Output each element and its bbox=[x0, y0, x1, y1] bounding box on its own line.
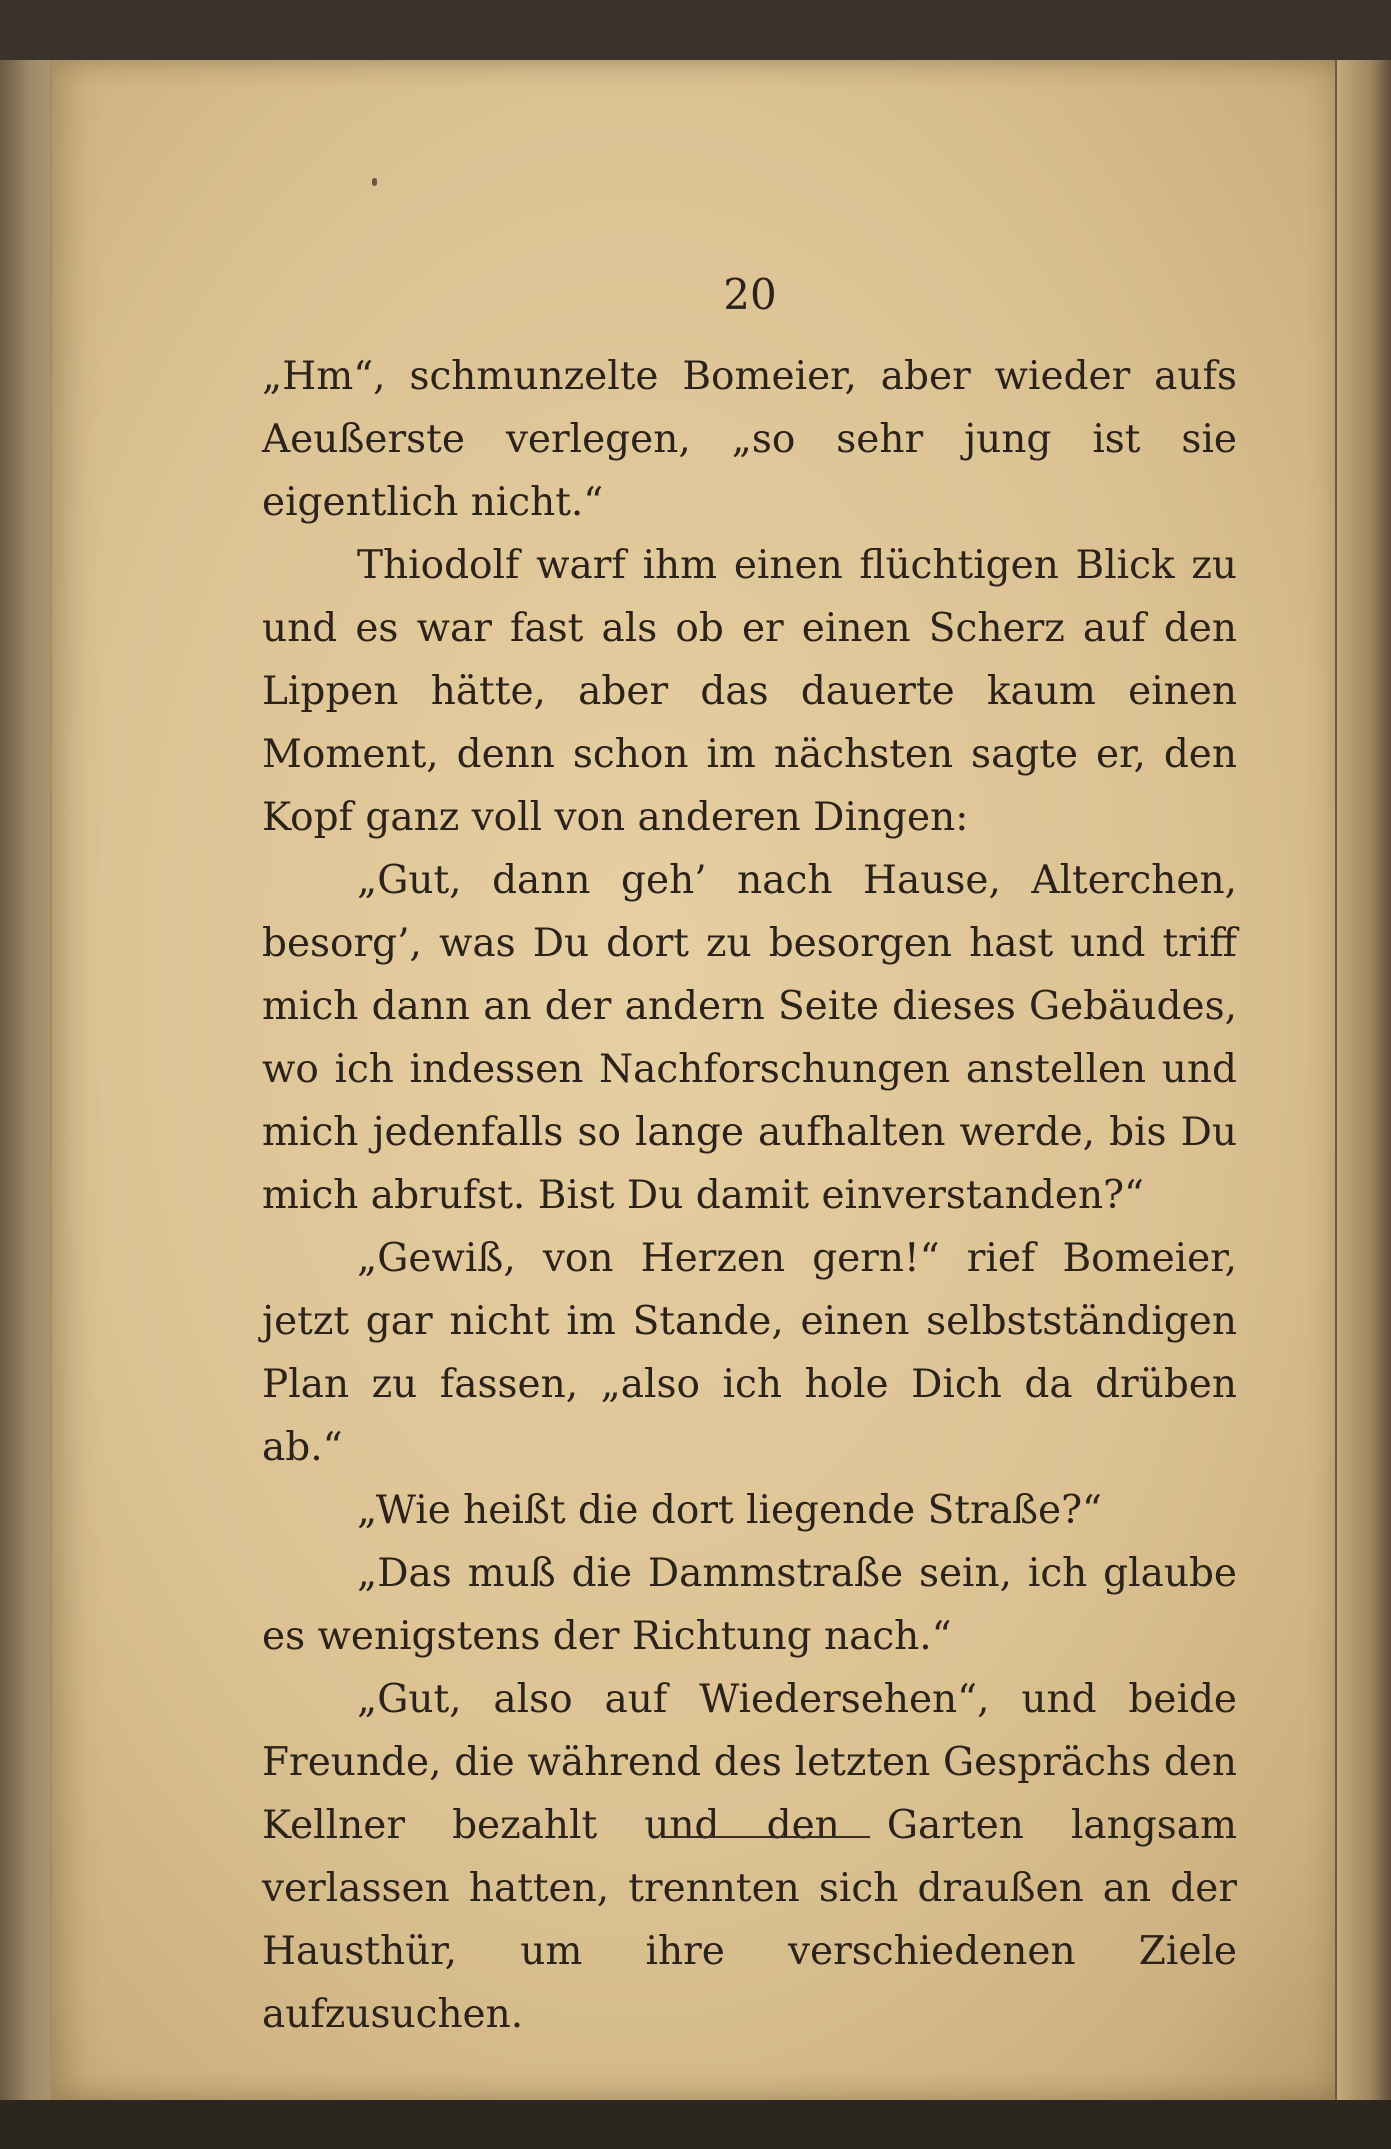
body-text bbox=[262, 345, 1237, 2046]
section-divider-rule bbox=[665, 1836, 870, 1838]
paragraph: „Hm“, schmunzelte Bomeier, aber wieder aufs Aeußerste verlegen, „so sehr jung ist sie eigentlich nicht.“ bbox=[262, 354, 1237, 525]
paragraph: Thiodolf warf ihm einen flüchtigen Blick zu und es war fast als ob er einen Scherz auf den Lippen hätte, aber das dauerte kaum einen Moment, denn schon im nächsten sagte er, den Kopf ganz voll von anderen Dingen: bbox=[262, 543, 1237, 840]
page-stack-edge bbox=[1335, 60, 1391, 2100]
paragraph: „Gewiß, von Herzen gern!“ rief Bomeier, jetzt gar nicht im Stande, einen selbstständigen Plan zu fassen, „also ich hole Dich da drüben ab.“ bbox=[262, 1236, 1237, 1470]
paragraph: „Gut, also auf Wiedersehen“, und beide Freunde, die während des letzten Gesprächs den Kellner bezahlt und den Garten langsam verlassen hatten, trennten sich draußen an der Hausthür, um ihre verschiedenen Ziele aufzusuchen. bbox=[262, 1677, 1237, 2037]
paragraph: „Gut, dann geh’ nach Hause, Alterchen, besorg’, was Du dort zu besorgen hast und triff mich dann an der andern Seite dieses Gebäudes, wo ich indessen Nachforschungen anstellen und mich jedenfalls so lange aufhalten werde, bis Du mich abrufst. Bist Du damit einverstanden?“ bbox=[262, 858, 1237, 1218]
paragraph: „Wie heißt die dort liegende Straße?“ bbox=[357, 1488, 1102, 1533]
paragraph: „Das muß die Dammstraße sein, ich glaube es wenigstens der Richtung nach.“ bbox=[262, 1551, 1237, 1659]
page-number: 20 bbox=[723, 270, 777, 319]
paper-speck bbox=[372, 178, 377, 186]
